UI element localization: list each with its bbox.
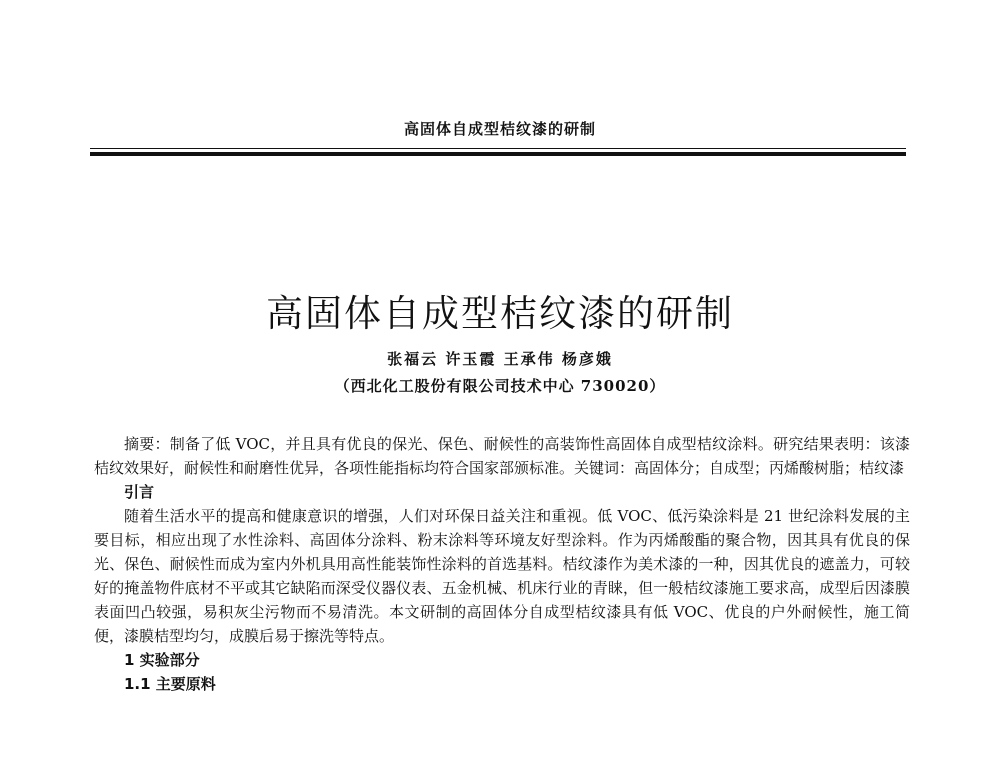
section-1-1-heading: 1.1 主要原料 — [124, 675, 216, 693]
affiliation: （西北化工股份有限公司技术中心 730020） — [334, 377, 666, 395]
header-rule-thick — [90, 152, 906, 156]
running-head: 高固体自成型桔纹漆的研制 — [403, 120, 596, 138]
body-text — [94, 432, 910, 696]
header-rule-thin — [90, 148, 906, 149]
abstract: 摘要：制备了低 VOC，并且具有优良的保光、保色、耐候性的高装饰性高固体自成型桔纹涂料。研究结果表明：该漆桔纹效果好，耐候性和耐磨性优异，各项性能指标均符合国家部颁标准。关键词：高固体分；自成型；丙烯酸树脂；桔纹漆 — [94, 435, 910, 477]
authors: 张福云 许玉霞 王承伟 杨彦娥 — [387, 350, 613, 368]
intro-heading: 引言 — [124, 483, 155, 501]
paper-title: 高固体自成型桔纹漆的研制 — [266, 292, 734, 335]
intro-paragraph: 随着生活水平的提高和健康意识的增强，人们对环保日益关注和重视。低 VOC、低污染涂料是 21 世纪涂料发展的主要目标，相应出现了水性涂料、高固体分涂料、粉末涂料等环境友好型涂料。作为丙烯酸酯的聚合物，因其具有优良的保光、保色、耐候性而成为室内外机具用高性能装饰性涂料的首选基料。桔纹漆作为美术漆的一种，因其优良的遮盖力，可较好的掩盖物件底材不平或其它缺陷而深受仪器仪表、五金机械、机床行业的青睐，但一般桔纹漆施工要求高，成型后因漆膜表面凹凸较强，易积灰尘污物而不易清洗。本文研制的高固体分自成型桔纹漆具有低 VOC、优良的户外耐候性，施工简便，漆膜桔型均匀，成膜后易于擦洗等特点。 — [94, 507, 910, 645]
section-1-heading: 1 实验部分 — [124, 651, 200, 669]
